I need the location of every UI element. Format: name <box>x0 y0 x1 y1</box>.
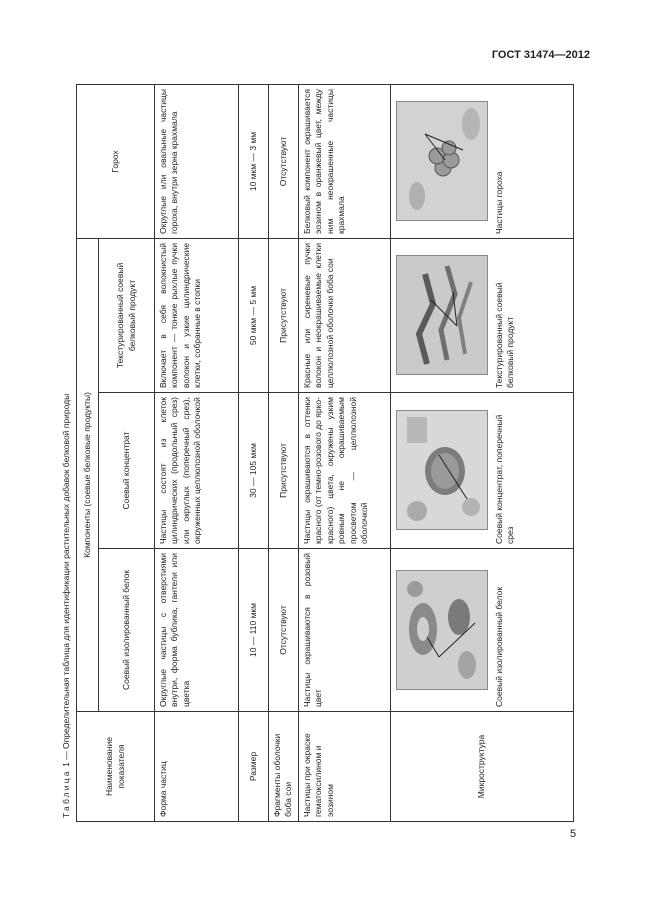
table-row <box>239 85 269 822</box>
param-cell: Микроструктура <box>390 712 573 822</box>
soy-products-group-header: Компоненты (соевые белковые продукты) <box>77 239 99 712</box>
standard-code: ГОСТ 31474—2012 <box>491 49 590 61</box>
param-cell: Форма частиц <box>155 712 239 822</box>
textured-micro-cell <box>390 239 573 393</box>
param-cell: Размер <box>239 712 269 822</box>
concentrate-micrograph-caption: Соевый концентрат, поперечный срез <box>493 414 516 544</box>
table-row <box>390 85 573 822</box>
pea-micro-cell <box>390 85 573 239</box>
pea-cell: 10 мкм — 3 мм <box>239 85 269 239</box>
concentrate-cell: Частицы состоят из клеток цилиндрических (продольный срез) или округлых (поперечный срез), окруженных целлюлозной оболочкой <box>155 393 239 549</box>
textured-cell: Красные или сиреневые пучки волокон и неокрашиваемые клетки целлюлозной оболочки боба сои <box>298 239 390 393</box>
table-caption-title: 1 — Определительная таблица для идентификации растительных добавок белковой природы <box>61 393 71 767</box>
param-cell: Частицы при окраске гематоксилином и эозином <box>298 712 390 822</box>
concentrate-micrograph <box>396 411 488 531</box>
concentrate-column-header: Соевый концентрат <box>99 393 155 549</box>
table-caption-word: Таблица <box>61 769 71 818</box>
isolate-cell: Отсутствуют <box>269 549 299 712</box>
table-caption <box>61 394 71 818</box>
table-group-header-row <box>77 85 99 822</box>
isolate-micro-cell <box>390 549 573 712</box>
isolate-cell: Округлые частицы с отверстиями внутри, форма бублика, гантели или цветка <box>155 549 239 712</box>
pea-cell: Отсутствуют <box>269 85 299 239</box>
textured-column-header: Текстурированный соевый белковый продукт <box>99 239 155 393</box>
param-cell: Фрагменты оболочки боба сои <box>269 712 299 822</box>
concentrate-micro-cell <box>390 393 573 549</box>
isolate-micrograph-caption: Соевый изолированный белок <box>493 586 504 707</box>
table-row <box>269 85 299 822</box>
textured-micrograph <box>396 256 488 376</box>
isolate-column-header: Соевый изолированный белок <box>99 549 155 712</box>
pea-micrograph-caption: Частицы гороха <box>493 171 504 234</box>
pea-cell: Белковый компонент окрашивается эозином в оранжевый цвет, между ним неокрашенные частицы крахмала <box>298 85 390 239</box>
isolate-cell: 10 — 110 мкм <box>239 549 269 712</box>
pea-micrograph <box>396 102 488 222</box>
textured-cell: Включает в себя волокнистый компонент — тонкие рыхлые пучки волокон и узкие цилиндрические клетки, собранные в стопки <box>155 239 239 393</box>
isolate-cell: Частицы окрашиваются в розовый цвет <box>298 549 390 712</box>
pea-column-header: Горох <box>77 85 155 239</box>
identification-table <box>76 84 574 822</box>
rotated-table-block <box>60 85 574 822</box>
param-column-header: Наименование показателя <box>77 712 155 822</box>
concentrate-cell: 30 — 105 мкм <box>239 393 269 549</box>
pea-cell: Округлые или овальные частицы гороха, внутри зерна крахмала <box>155 85 239 239</box>
concentrate-cell: Присутствуют <box>269 393 299 549</box>
table-row <box>155 85 239 822</box>
textured-micrograph-caption: Текстурированный соевый белковый продукт <box>493 282 516 388</box>
concentrate-cell: Частицы окрашиваются в оттенки красного (от темно-розового до ярко-красного) цвета, окружены узким ровным не окрашиваемым просветом — целлюлозной оболочкой <box>298 393 390 549</box>
page-number: 5 <box>570 828 577 840</box>
textured-cell: 50 мкм — 5 мм <box>239 239 269 393</box>
isolate-micrograph <box>396 570 488 690</box>
table-row <box>298 85 390 822</box>
textured-cell: Присутствуют <box>269 239 299 393</box>
